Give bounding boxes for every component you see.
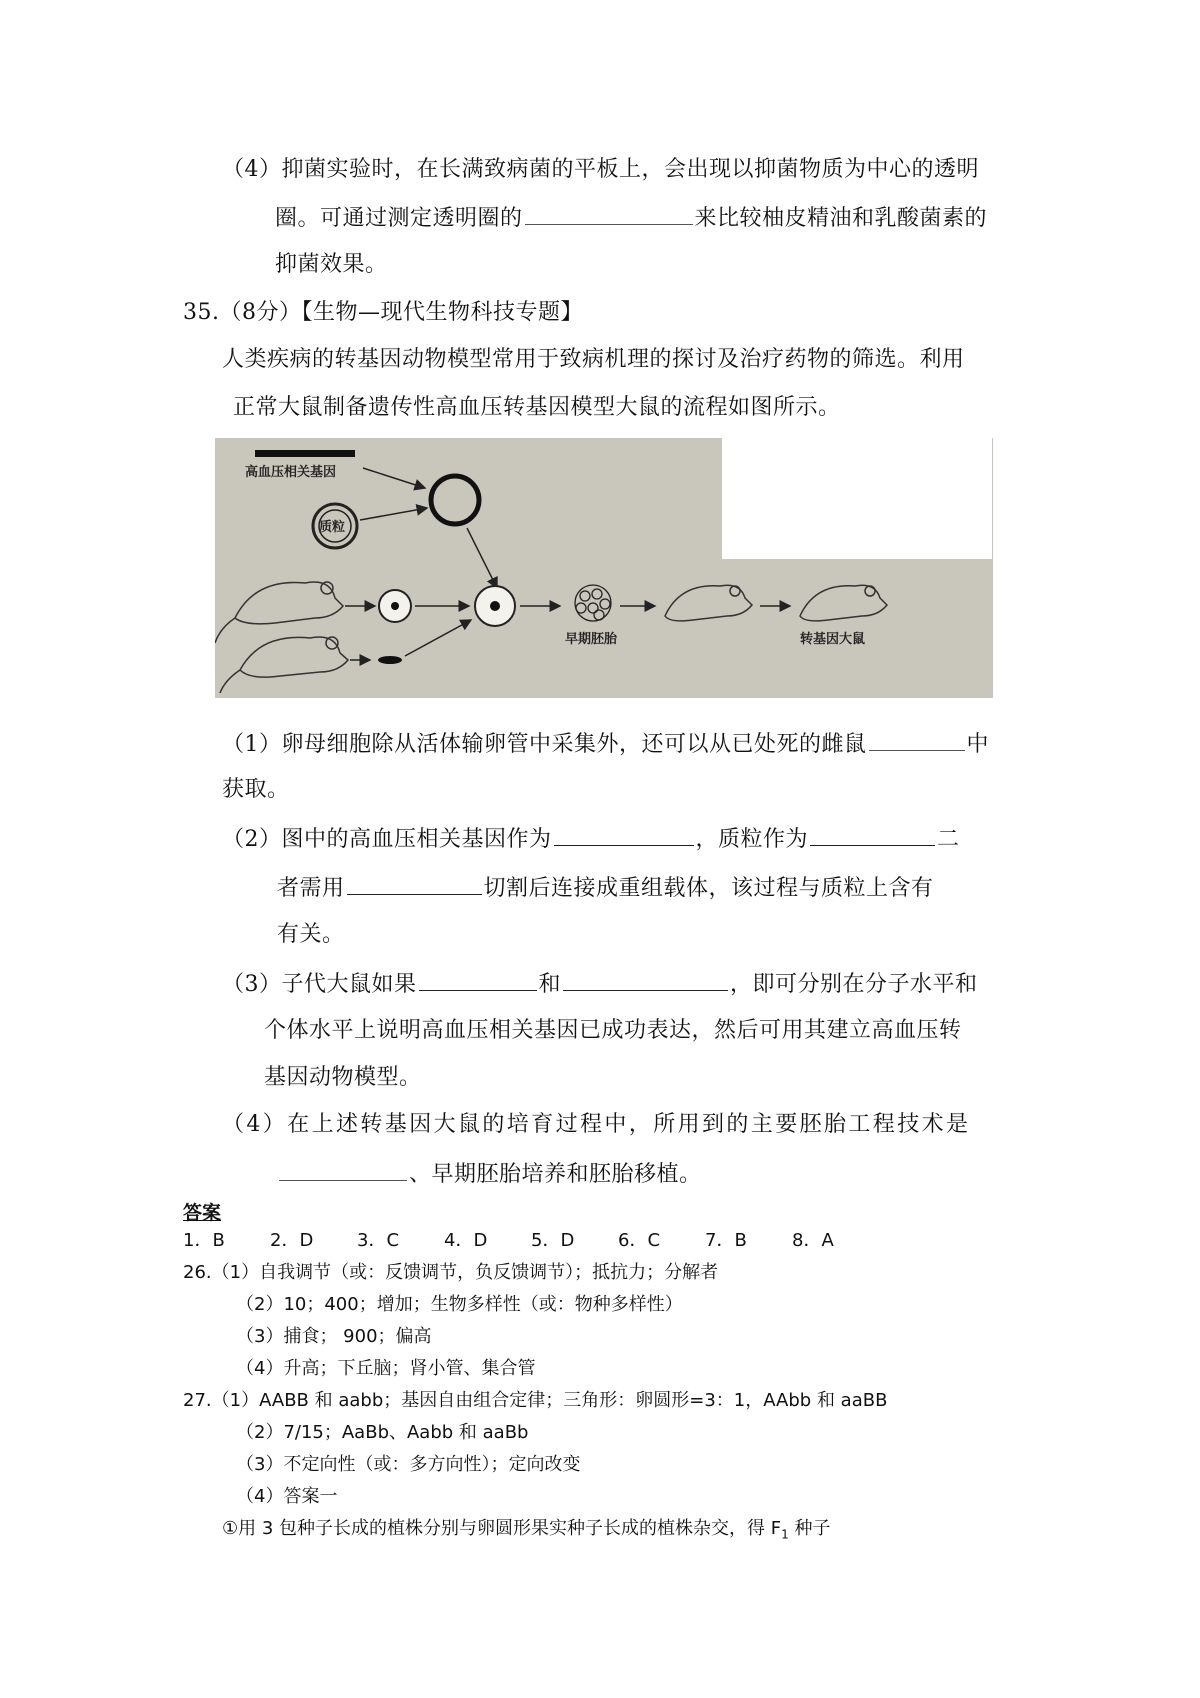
early-embryo-icon — [575, 585, 611, 621]
q35-part2-text-e: 切割后连接成重组载体，该过程与质粒上含有 — [483, 876, 934, 901]
q34-part4-line3: 抑菌效果。 — [275, 252, 388, 277]
q35-intro-line2: 正常大鼠制备遗传性高血压转基因模型大鼠的流程如图所示。 — [233, 395, 841, 420]
surrogate-rat-icon — [665, 585, 752, 621]
answer-26-line1: 26.（1）自我调节（或：反馈调节，负反馈调节）；抵抗力；分解者 — [183, 1262, 719, 1283]
answer-blank[interactable] — [279, 1158, 407, 1181]
q34-part4-text-b: 来比较柚皮精油和乳酸菌素的 — [694, 206, 988, 231]
answer-27-step1 — [222, 1516, 830, 1548]
male-rat-icon — [220, 637, 348, 693]
label-transgenic: 转基因大鼠 — [800, 632, 866, 647]
q35-part1-line1 — [222, 728, 989, 760]
q35-part2-line3: 有关。 — [277, 922, 345, 947]
answer-blank[interactable] — [810, 823, 935, 846]
choice-answer: 3．C — [357, 1230, 400, 1251]
answers-title: 答案 — [183, 1202, 222, 1224]
subscript: 1 — [781, 1527, 789, 1542]
answer-27-line2: （2）7/15；AaBb、Aabb 和 aaBb — [236, 1422, 529, 1443]
answer-blank[interactable] — [347, 872, 482, 895]
answer-blank[interactable] — [563, 968, 728, 991]
gene-bar-icon — [255, 450, 355, 457]
q35-part3-text-c: ，即可分别在分子水平和 — [730, 972, 978, 997]
transgenic-rat-icon — [800, 585, 887, 621]
answer-blank[interactable] — [419, 968, 537, 991]
choice-answer: 4．D — [444, 1230, 488, 1251]
q35-part1-text-a: （1）卵母细胞除从活体输卵管中采集外，还可以从已处死的雌鼠 — [222, 732, 867, 757]
answer-27-step1-end: 种子 — [788, 1518, 831, 1539]
q35-part3-line2: 个体水平上说明高血压相关基因已成功表达，然后可用其建立高血压转 — [264, 1018, 962, 1043]
q35-part2-text-a: （2）图中的高血压相关基因作为 — [222, 827, 552, 852]
answer-27-line4: （4）答案一 — [236, 1486, 338, 1507]
q34-part4-line1: （4）抑菌实验时，在长满致病菌的平板上，会出现以抑菌物质为中心的透明 — [222, 157, 979, 182]
choice-answer: 5．D — [531, 1230, 575, 1251]
q35-part1-line2: 获取。 — [222, 777, 290, 802]
q35-part2-text-d: 者需用 — [277, 876, 345, 901]
q35-part2-line2 — [277, 872, 934, 904]
q35-part3-line1 — [222, 968, 978, 1000]
q35-part2-text-c: 二 — [937, 827, 960, 852]
answer-blank[interactable] — [869, 728, 965, 751]
choice-answer: 6．C — [618, 1230, 661, 1251]
sperm-icon — [378, 656, 402, 664]
q35-part4-text-b: 、早期胚胎培养和胚胎移植。 — [409, 1162, 702, 1187]
answer-27-line3: （3）不定向性（或：多方向性）；定向改变 — [236, 1454, 581, 1475]
q35-part3-text-a: （3）子代大鼠如果 — [222, 972, 417, 997]
label-embryo: 早期胚胎 — [565, 632, 618, 647]
recombinant-vector-icon — [431, 476, 479, 524]
choice-answer: 7．B — [705, 1230, 747, 1251]
label-plasmid: 质粒 — [319, 520, 346, 535]
q35-part1-text-b: 中 — [966, 732, 990, 757]
label-gene: 高血压相关基因 — [245, 465, 337, 480]
q35-intro-line1: 人类疾病的转基因动物模型常用于致病机理的探讨及治疗药物的筛选。利用 — [222, 347, 965, 372]
q35-part4-line1: （4）在上述转基因大鼠的培育过程中，所用到的主要胚胎工程技术是 — [222, 1112, 971, 1137]
q34-part4-line2 — [275, 202, 987, 234]
q35-header: 35.（8分）【生物—现代生物科技专题】 — [183, 300, 583, 325]
answer-blank[interactable] — [554, 823, 694, 846]
q35-part3-line3: 基因动物模型。 — [264, 1065, 422, 1090]
choice-answer: 8．A — [792, 1230, 834, 1251]
q35-part4-line2 — [277, 1158, 702, 1190]
q35-part3-text-b: 和 — [538, 972, 562, 997]
answer-26-line2: （2）10；400；增加；生物多样性（或：物种多样性） — [236, 1294, 683, 1315]
q35-part2-line1 — [222, 823, 960, 855]
answers-choices — [183, 1228, 879, 1254]
answer-26-line3: （3）捕食； 900；偏高 — [236, 1326, 432, 1347]
answer-26-line4: （4）升高；下丘脑；肾小管、集合管 — [236, 1358, 536, 1379]
answer-27-step1-text: ①用 3 包种子长成的植株分别与卵圆形果实种子长成的植株杂交，得 F — [222, 1518, 782, 1539]
answer-27-line1: 27.（1）AABB 和 aabb；基因自由组合定律；三角形：卵圆形=3：1，AAbb 和 aaBB — [183, 1390, 888, 1411]
choice-answer: 1．B — [183, 1230, 225, 1251]
q34-part4-text-a: 圈。可通过测定透明圈的 — [275, 206, 523, 231]
q35-part2-text-b: ，质粒作为 — [695, 827, 809, 852]
figure-white-patch — [722, 438, 992, 559]
female-rat-icon — [215, 582, 343, 643]
answer-blank[interactable] — [525, 202, 693, 225]
choice-answer: 2．D — [270, 1230, 314, 1251]
